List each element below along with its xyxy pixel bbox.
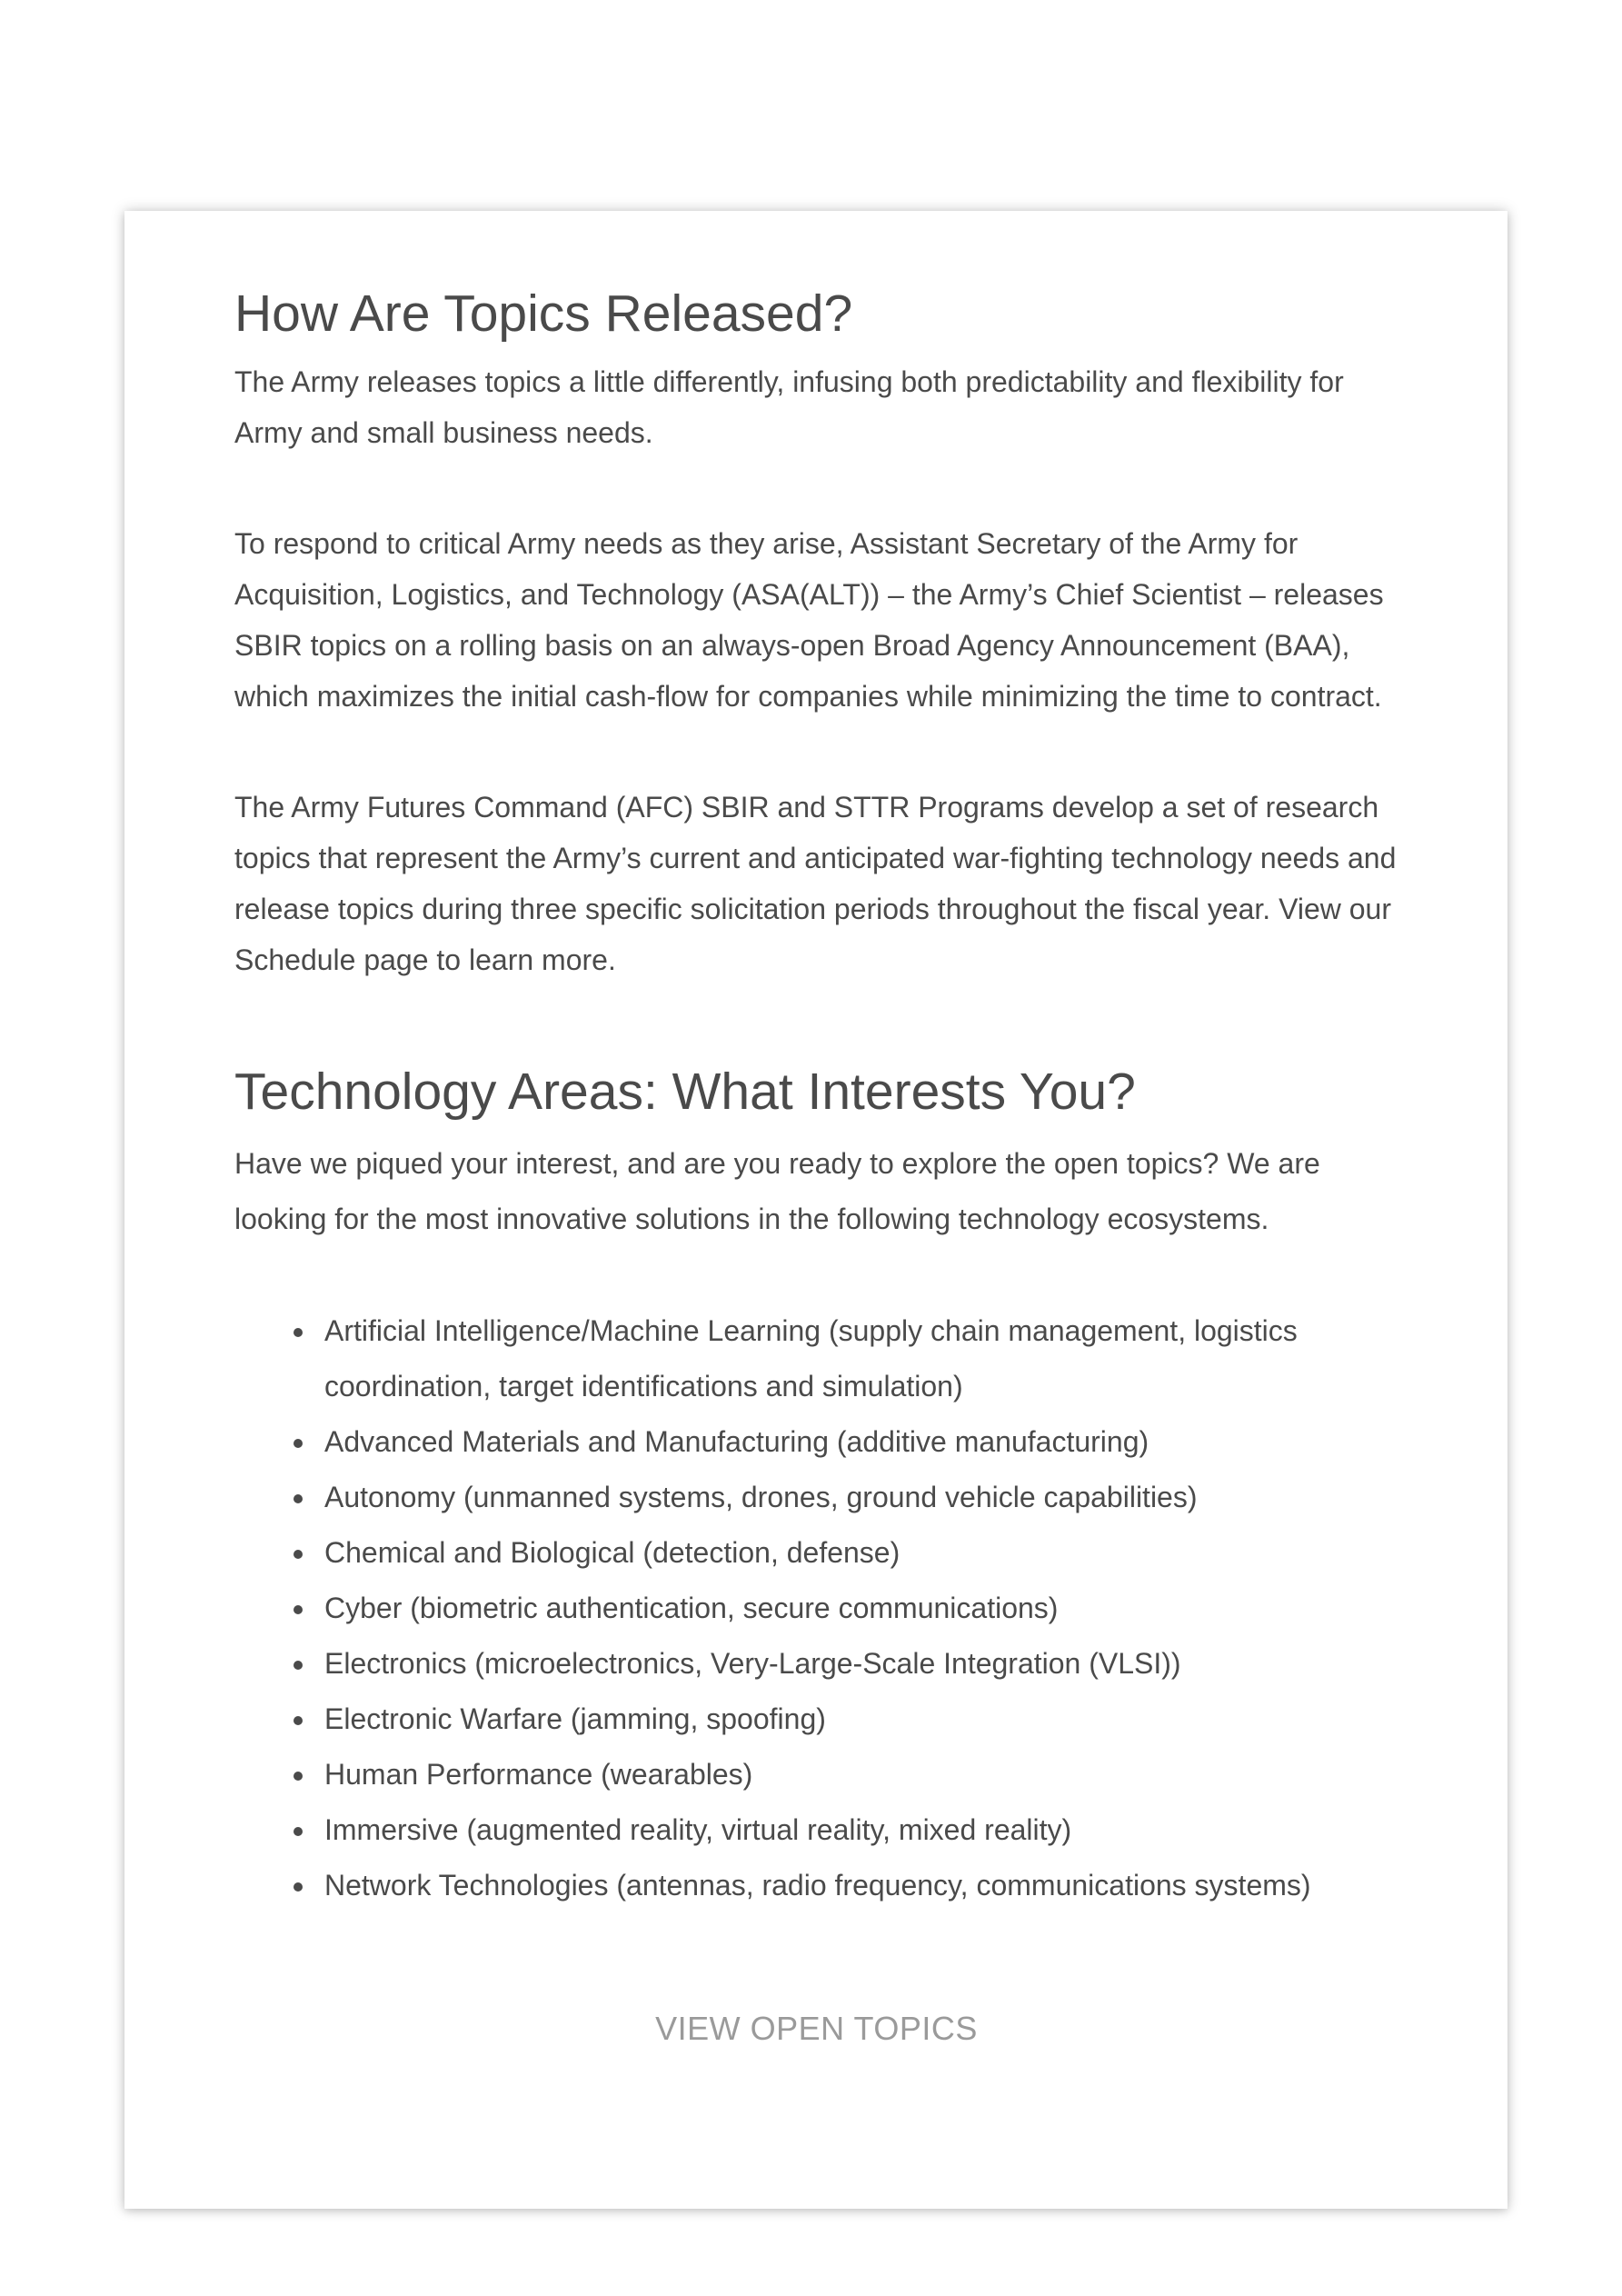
cta-container: [234, 2004, 1398, 2053]
list-item-text: Electronic Warfare (jamming, spoofing): [324, 1702, 826, 1735]
list-item-text: Artificial Intelligence/Machine Learning (supply chain management, logistics coordination, target identifications and simulation): [324, 1314, 1298, 1403]
technology-areas-list: [234, 1303, 1398, 1913]
list-item: [324, 1636, 1398, 1692]
list-item-text: Advanced Materials and Manufacturing (additive manufacturing): [324, 1425, 1149, 1458]
topics-released-heading: How Are Topics Released?: [234, 285, 853, 343]
view-open-topics-button[interactable]: VIEW OPEN TOPICS: [655, 2010, 978, 2047]
list-item-text: Cyber (biometric authentication, secure communications): [324, 1592, 1059, 1624]
list-item: [324, 1692, 1398, 1747]
bullet-icon: [294, 1827, 303, 1836]
list-item: [324, 1802, 1398, 1858]
bullet-icon: [294, 1605, 303, 1614]
release-paragraph-2: To respond to critical Army needs as they arise, Assistant Secretary of the Army for Acquisition, Logistics, and Technology (ASA(ALT)) – the Army’s Chief Scientist – releases SBIR topics on a rolling basis on an always-open Broad Agency Announcement (BAA), which maximizes the initial cash-flow for companies while minimizing the time to contract.: [234, 527, 1384, 713]
bullet-icon: [294, 1494, 303, 1503]
bullet-icon: [294, 1439, 303, 1448]
list-item-text: Immersive (augmented reality, virtual reality, mixed reality): [324, 1813, 1072, 1846]
bullet-icon: [294, 1882, 303, 1892]
bullet-icon: [294, 1772, 303, 1781]
release-paragraph-3: The Army Futures Command (AFC) SBIR and STTR Programs develop a set of research topics that represent the Army’s current and anticipated war-fighting technology needs and release topics during three specific solicitation periods throughout the fiscal year. View our Schedule page to learn more.: [234, 791, 1397, 976]
list-item: [324, 1303, 1398, 1414]
list-item: [324, 1581, 1398, 1636]
list-item-text: Autonomy (unmanned systems, drones, ground vehicle capabilities): [324, 1481, 1198, 1513]
bullet-icon: [294, 1328, 303, 1337]
bullet-icon: [294, 1716, 303, 1725]
list-item: [324, 1470, 1398, 1525]
technology-areas-heading: Technology Areas: What Interests You?: [234, 1063, 1136, 1121]
list-item-text: Human Performance (wearables): [324, 1758, 753, 1791]
list-item: [324, 1525, 1398, 1581]
list-item-text: Electronics (microelectronics, Very-Large-Scale Integration (VLSI)): [324, 1647, 1181, 1680]
bullet-icon: [294, 1661, 303, 1670]
bullet-icon: [294, 1550, 303, 1559]
list-item-text: Network Technologies (antennas, radio frequency, communications systems): [324, 1869, 1311, 1902]
list-item: [324, 1414, 1398, 1470]
list-item: [324, 1747, 1398, 1802]
content-card: [124, 211, 1508, 2209]
release-paragraph-1: The Army releases topics a little differently, infusing both predictability and flexibility for Army and small business needs.: [234, 365, 1344, 449]
technology-intro-paragraph: Have we piqued your interest, and are you ready to explore the open topics? We are looking for the most innovative solutions in the following technology ecosystems.: [234, 1147, 1320, 1235]
list-item-text: Chemical and Biological (detection, defense): [324, 1536, 901, 1569]
list-item: [324, 1858, 1398, 1913]
